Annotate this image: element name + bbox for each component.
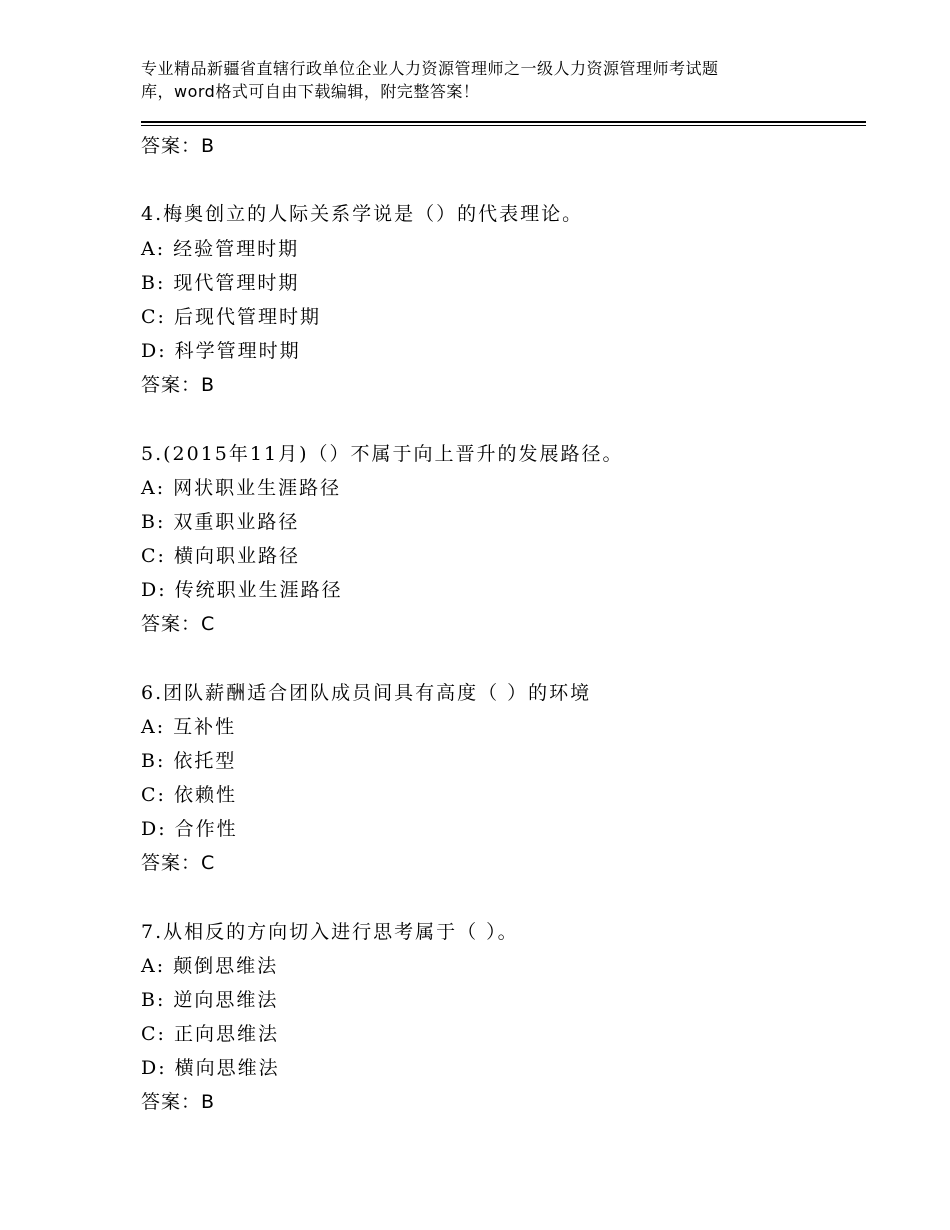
question-stem: 5.(2015年11月)（）不属于向上晋升的发展路径。 bbox=[141, 443, 624, 465]
previous-question-answer: 答案：B bbox=[141, 135, 216, 157]
document-header bbox=[141, 57, 821, 103]
question-option: D: 横向思维法 bbox=[141, 1057, 280, 1079]
question-option: B: 现代管理时期 bbox=[141, 272, 300, 294]
question-option: B: 逆向思维法 bbox=[141, 989, 279, 1011]
question-option: B: 依托型 bbox=[141, 750, 237, 772]
question-option: D: 科学管理时期 bbox=[141, 340, 301, 362]
header-title-line-2: 库，word格式可自由下载编辑，附完整答案！ bbox=[141, 82, 480, 101]
header-divider-thick bbox=[141, 121, 866, 123]
question-stem: 4.梅奥创立的人际关系学说是（）的代表理论。 bbox=[141, 203, 584, 225]
question-option: C: 后现代管理时期 bbox=[141, 306, 321, 328]
question-option: B: 双重职业路径 bbox=[141, 511, 300, 533]
question-stem: 7.从相反的方向切入进行思考属于（ ）。 bbox=[141, 921, 519, 943]
header-divider-thin bbox=[141, 125, 866, 126]
question-stem: 6.团队薪酬适合团队成员间具有高度（ ）的环境 bbox=[141, 682, 592, 704]
question-answer: 答案：C bbox=[141, 613, 216, 635]
question-option: D: 传统职业生涯路径 bbox=[141, 579, 343, 601]
question-option: C: 依赖性 bbox=[141, 784, 237, 806]
question-answer: 答案：B bbox=[141, 374, 216, 396]
question-option: C: 横向职业路径 bbox=[141, 545, 300, 567]
question-option: A: 网状职业生涯路径 bbox=[141, 477, 342, 499]
question-answer: 答案：C bbox=[141, 852, 216, 874]
question-option: A: 经验管理时期 bbox=[141, 238, 300, 260]
question-option: A: 颠倒思维法 bbox=[141, 955, 279, 977]
question-option: C: 正向思维法 bbox=[141, 1023, 279, 1045]
question-answer: 答案：B bbox=[141, 1091, 216, 1113]
header-title-line-1: 专业精品新疆省直辖行政单位企业人力资源管理师之一级人力资源管理师考试题 bbox=[141, 59, 719, 78]
question-option: A: 互补性 bbox=[141, 716, 237, 738]
question-option: D: 合作性 bbox=[141, 818, 238, 840]
